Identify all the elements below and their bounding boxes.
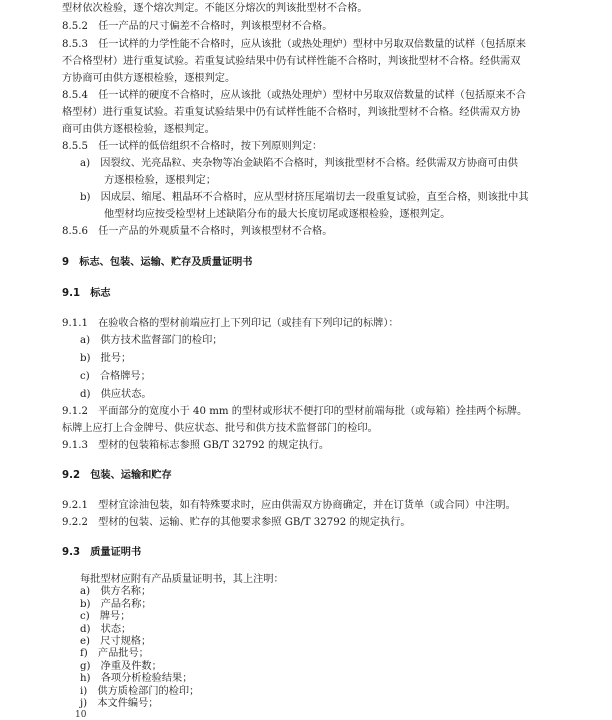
clause-9-1-1: 9.1.1 在验收合格的型材前端应打上下列印记（或挂有下列印记的标牌）： (62, 318, 399, 329)
list-item: a) 因裂纹、光亮晶粒、夹杂物等冶金缺陷不合格时，判该批型材不合格。经供需双方协商可由供 (80, 158, 518, 169)
list-item: i) 供方质检部门的检印； (80, 685, 200, 697)
text-line: 格型材）进行重复试验。若重复试验结果中仍有试样性能不合格时，判该批型材不合格。经供需双方协 (62, 107, 521, 118)
list-item: b) 因成层、缩尾、粗晶环不合格时，应从型材挤压尾端切去一段重复试验，直至合格，则该批中其 (80, 192, 529, 203)
text-line: 每批型材应附有产品质量证明书，其上注明： (80, 574, 284, 585)
text-line: 商可由供方逐根检验，逐根判定。 (62, 124, 215, 135)
list-item: j) 本文件编号； (80, 698, 159, 709)
text-line: 不合格型材）进行重复试验。若重复试验结果中仍有试样性能不合格时，判该批型材不合格。经供需双 (62, 56, 521, 67)
clause-8-5-4: 8.5.4 任一试样的硬度不合格时，应从该批（或热处理炉）型材中另取双倍数量的试样（包括原来不合 (62, 90, 526, 101)
list-item: e) 尺寸规格； (80, 636, 152, 647)
page-number: 10 (75, 710, 87, 720)
list-item: c) 牌号； (80, 611, 131, 623)
clause-9-1-3: 9.1.3 型材的包装箱标志参照 GB/T 32792 的规定执行。 (62, 440, 330, 451)
clause-9-1-2: 9.1.2 平面部分的宽度小于 40 mm 的型材或形状不便打印的型材前端每批（或每箱）拴挂两个标牌。 (62, 406, 528, 417)
clause-9-2-2: 9.2.2 型材的包装、运输、贮存的其他要求参照 GB/T 32792 的规定执行。 (62, 517, 411, 528)
clause-8-5-3: 8.5.3 任一试样的力学性能不合格时，应从该批（或热处理炉）型材中另取双倍数量的试样（包括原来 (62, 39, 526, 50)
list-item: a) 供方技术监督部门的检印； (80, 335, 223, 346)
section-heading-9-2: 9.2 包装、运输和贮存 (62, 470, 172, 481)
list-item: c) 合格牌号； (80, 371, 151, 382)
text-line: 方协商可由供方逐根检验，逐根判定。 (62, 73, 236, 84)
clause-9-2-1: 9.2.1 型材宜涂油包装，如有特殊要求时，应由供需双方协商确定，并在订货单（或合同）中注明。 (62, 500, 516, 511)
list-item: g) 净重及件数； (80, 660, 162, 672)
list-item: f) 产品批号； (80, 648, 149, 660)
text-line: 他型材均应按受检型材上述缺陷分布的最大长度切尾或逐根检验，逐根判定。 (104, 209, 451, 220)
list-item: b) 批号； (80, 353, 132, 364)
text-line: 型材依次检验，逐个熔次判定。不能区分熔次的判该批型材不合格。 (62, 3, 368, 14)
list-item: d) 供应状态。 (80, 389, 152, 400)
section-heading-9: 9 标志、包装、运输、贮存及质量证明书 (62, 257, 253, 268)
section-heading-9-1: 9.1 标志 (62, 288, 111, 299)
text-line: 标牌上应打上合金牌号、供应状态、批号和供方技术监督部门的检印。 (62, 423, 378, 434)
clause-8-5-6: 8.5.6 任一产品的外观质量不合格时，判该根型材不合格。 (62, 226, 333, 237)
section-heading-9-3: 9.3 质量证明书 (62, 547, 142, 558)
list-item: a) 供方名称； (80, 586, 152, 598)
text-line: 方逐根检验，逐根判定； (104, 175, 217, 186)
clause-8-5-5: 8.5.5 任一试样的低倍组织不合格时，按下列原则判定： (62, 141, 323, 152)
list-item: d) 状态； (80, 623, 132, 635)
clause-8-5-2: 8.5.2 任一产品的尺寸偏差不合格时，判该根型材不合格。 (62, 21, 333, 32)
list-item: b) 产品名称； (80, 598, 152, 610)
list-item: h) 各项分析检验结果； (80, 673, 193, 685)
